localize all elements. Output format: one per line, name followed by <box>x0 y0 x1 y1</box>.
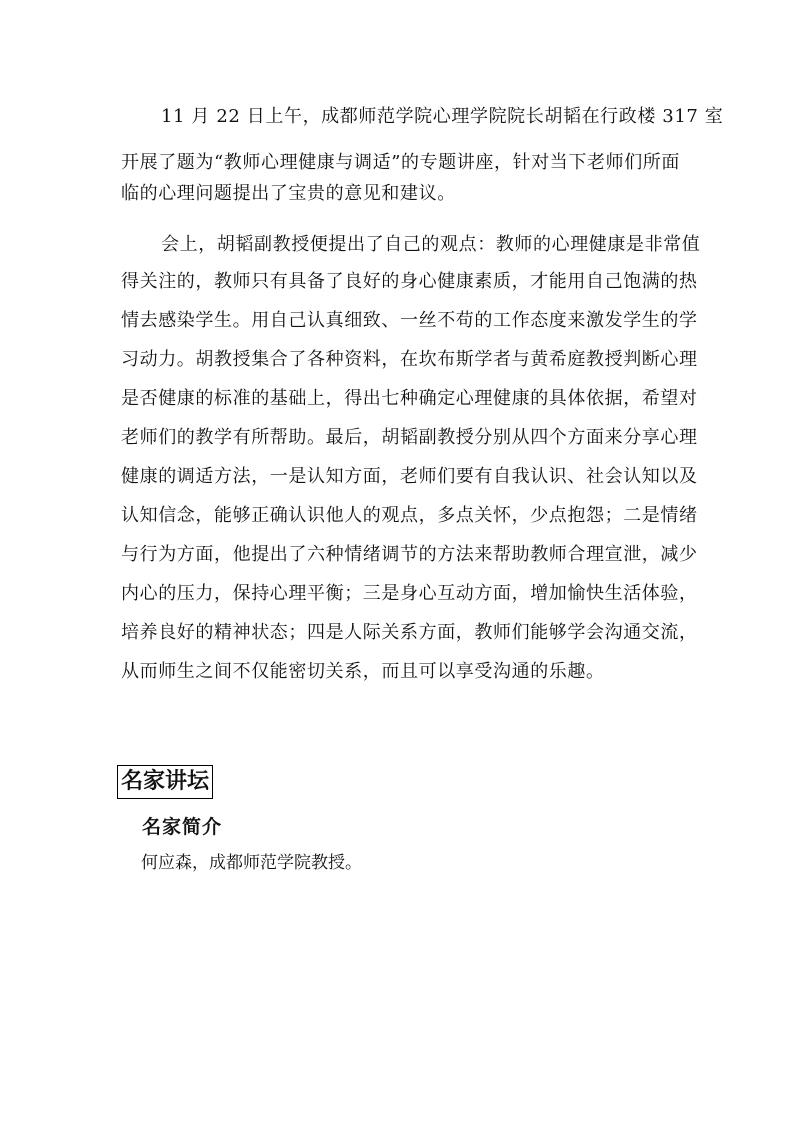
paragraph-1-line-2: 开展了题为“教师心理健康与调适”的专题讲座，针对当下老师们所面 <box>121 152 681 173</box>
paragraph-2-line-3: 情去感染学生。用自己认真细致、一丝不苟的工作态度来激发学生的学 <box>121 310 698 331</box>
paragraph-2-line-1: 会上，胡韬副教授便提出了自己的观点：教师的心理健康是非常值 <box>161 234 701 255</box>
scholar-introduction: 何应森，成都师范学院教授。 <box>141 853 362 873</box>
paragraph-1-line-1: 11 月 22 日上午，成都师范学院心理学院院长胡韬在行政楼 317 室 <box>161 106 724 127</box>
paragraph-2-line-2: 得关注的，教师只有具备了良好的身心健康素质，才能用自己饱满的热 <box>121 271 698 292</box>
paragraph-2-line-5: 是否健康的标准的基础上，得出七种确定心理健康的具体依据，希望对 <box>121 388 698 409</box>
paragraph-2-line-11: 培养良好的精神状态；四是人际关系方面，教师们能够学会沟通交流， <box>121 622 698 643</box>
paragraph-2-line-4: 习动力。胡教授集合了各种资料，在坎布斯学者与黄希庭教授判断心理 <box>121 349 698 370</box>
section-heading-box: 名家讲坛 <box>117 765 213 799</box>
paragraph-2-line-7: 健康的调适方法，一是认知方面，老师们要有自我认识、社会认知以及 <box>121 466 698 487</box>
section-subheading: 名家简介 <box>142 816 223 838</box>
paragraph-2-line-9: 与行为方面，他提出了六种情绪调节的方法来帮助教师合理宣泄，减少 <box>121 544 698 565</box>
paragraph-1-line-3: 临的心理问题提出了宝贵的意见和建议。 <box>121 183 456 204</box>
paragraph-2-line-10: 内心的压力，保持心理平衡；三是身心互动方面，增加愉快生活体验， <box>121 583 698 604</box>
paragraph-2-line-6: 老师们的教学有所帮助。最后，胡韬副教授分别从四个方面来分享心理 <box>121 427 698 448</box>
paragraph-2-line-8: 认知信念，能够正确认识他人的观点，多点关怀，少点抱怨；二是情绪 <box>121 505 698 526</box>
paragraph-2-line-12: 从而师生之间不仅能密切关系，而且可以享受沟通的乐趣。 <box>121 661 605 682</box>
